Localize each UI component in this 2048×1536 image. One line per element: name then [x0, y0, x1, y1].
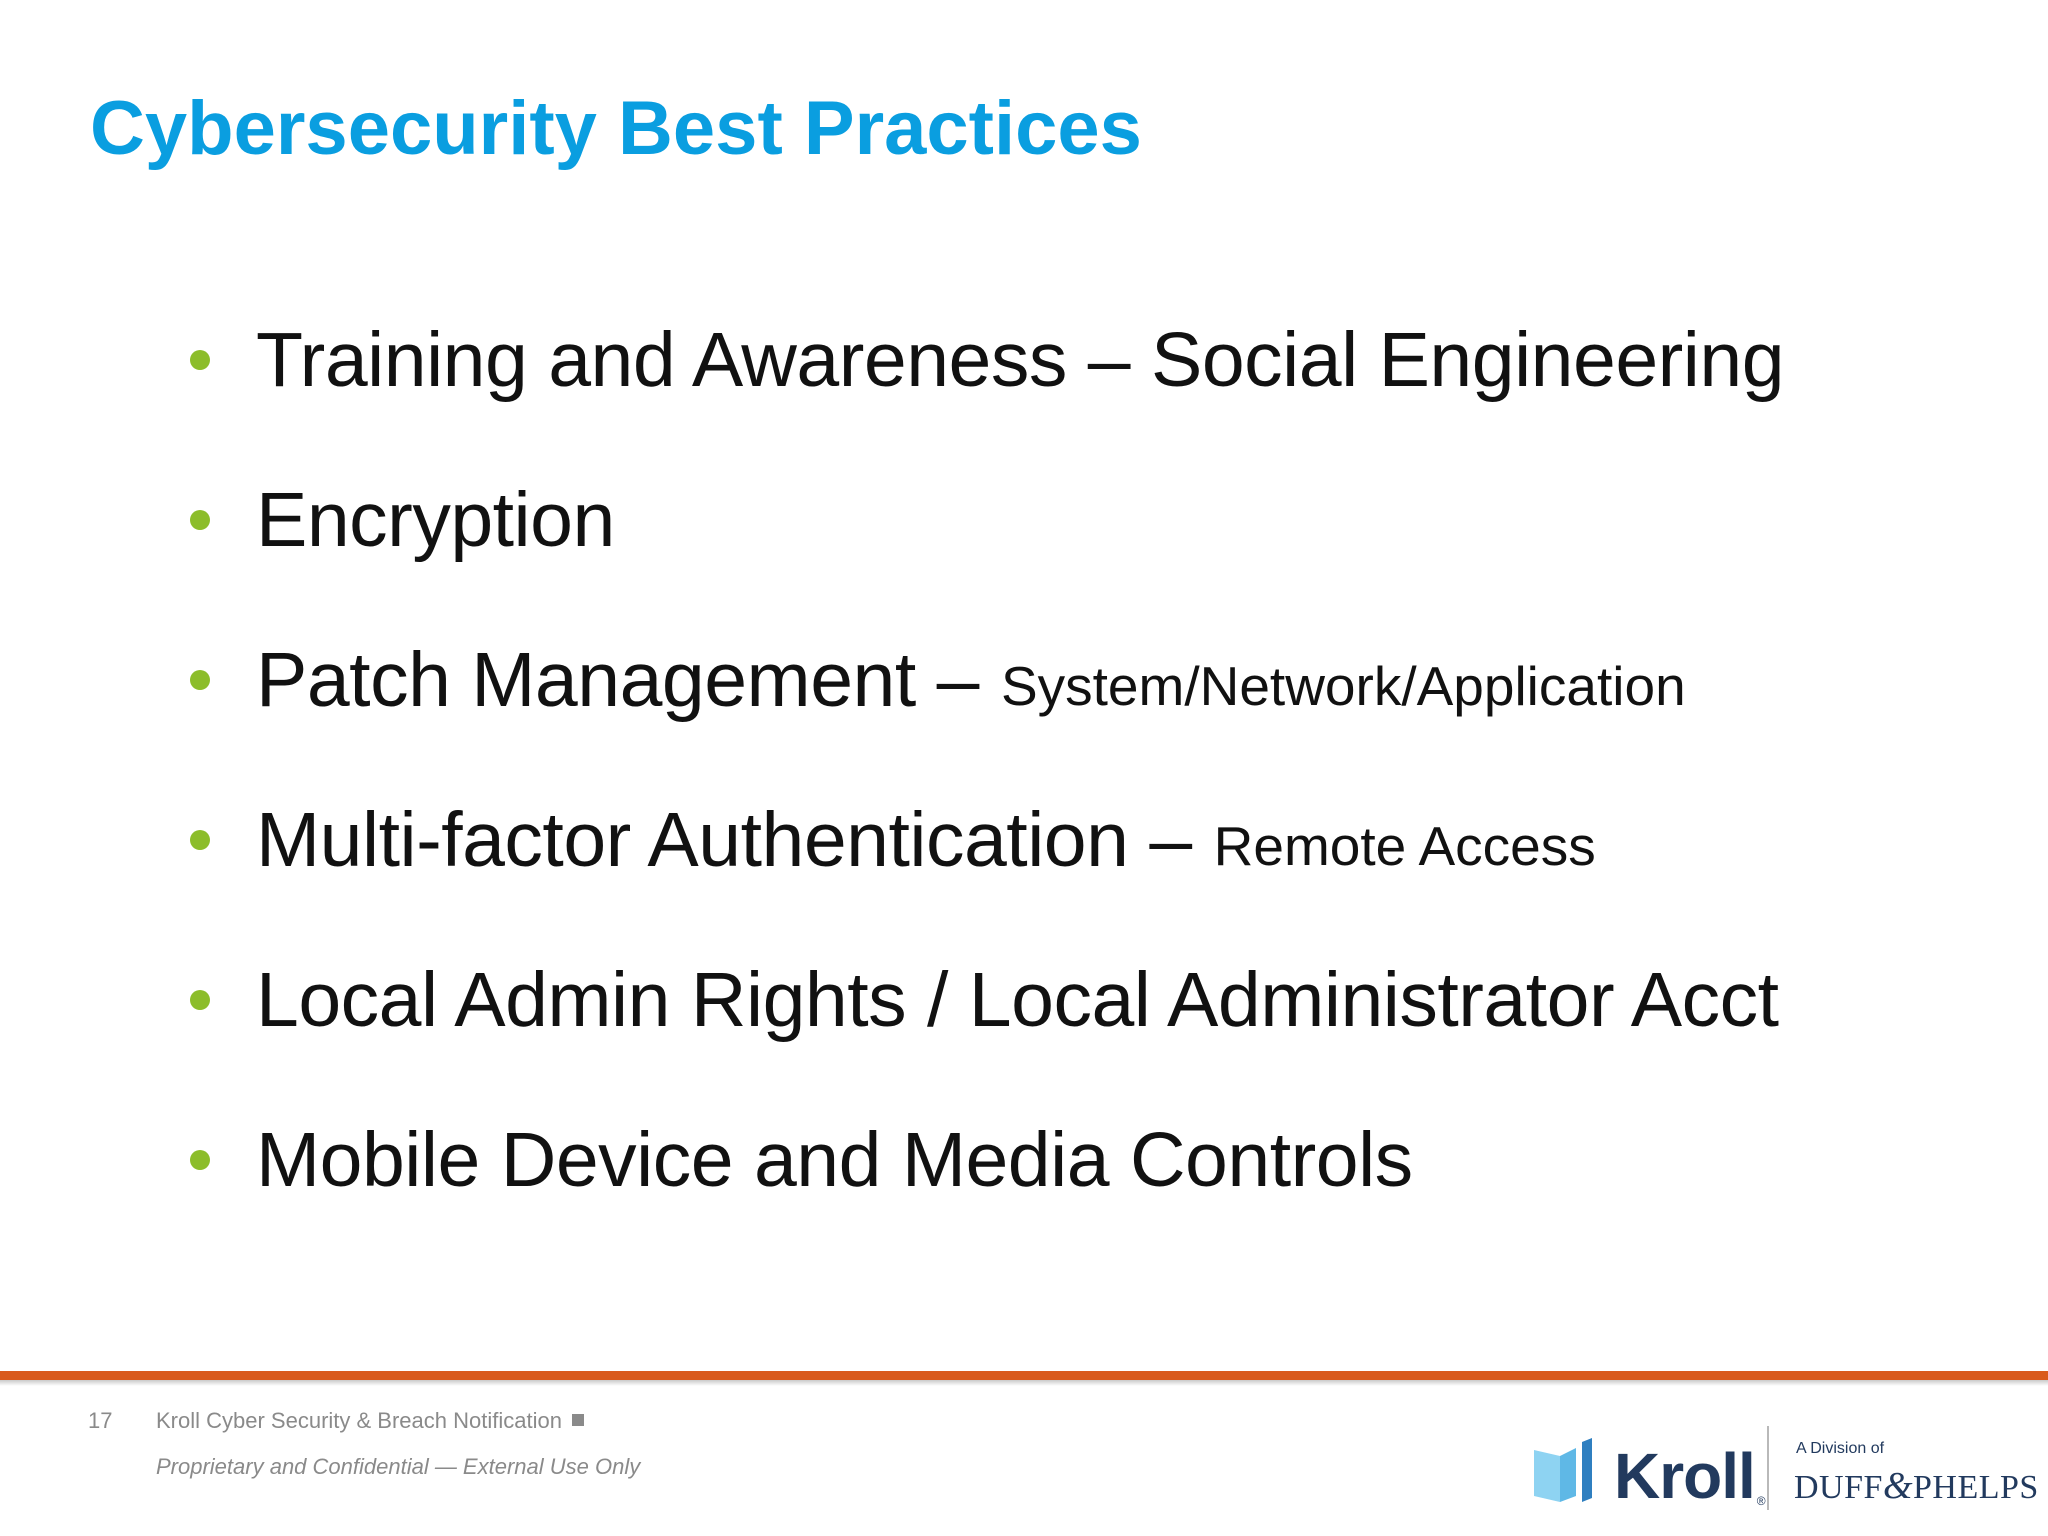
- bullet-dot-icon: [190, 510, 210, 530]
- duff-phelps-logo: [1794, 1464, 2039, 1508]
- division-label: A Division of: [1796, 1440, 1885, 1457]
- duff-phelps-left: DUFF: [1794, 1469, 1883, 1506]
- bullet-text: Training and Awareness – Social Engineering: [256, 316, 1785, 403]
- bullet-item: [190, 920, 1806, 1080]
- page-number: 17: [88, 1408, 113, 1433]
- footer-divider: [0, 1371, 2048, 1380]
- logo-divider: [1767, 1426, 1769, 1510]
- bullet-text: Mobile Device and Media Controls: [256, 1116, 1413, 1203]
- bullet-text: Encryption: [256, 476, 615, 563]
- bullet-list: [190, 280, 1806, 1240]
- confidentiality-notice: Proprietary and Confidential — External Use Only: [156, 1454, 641, 1479]
- bullet-dot-icon: [190, 1150, 210, 1170]
- bullet-text: Patch Management –: [256, 636, 979, 723]
- bullet-text: Local Admin Rights / Local Administrator Acct: [256, 956, 1779, 1043]
- footer-title-text: Kroll Cyber Security & Breach Notification: [156, 1408, 562, 1433]
- bullet-text: Multi-factor Authentication –: [256, 796, 1192, 883]
- bullet-dot-icon: [190, 990, 210, 1010]
- kroll-wordmark: Kroll: [1614, 1440, 1755, 1512]
- bullet-item: [190, 440, 1806, 600]
- slide-title: Cybersecurity Best Practices: [90, 86, 1142, 171]
- bullet-item: [190, 600, 1806, 760]
- square-icon: [572, 1414, 584, 1426]
- footer-divider-shadow: [0, 1380, 2048, 1386]
- bullet-item: [190, 280, 1806, 440]
- duff-phelps-right: PHELPS: [1913, 1469, 2039, 1506]
- registered-mark: ®: [1756, 1494, 1766, 1508]
- bullet-item: [190, 1080, 1806, 1240]
- bullet-dot-icon: [190, 350, 210, 370]
- footer-title: [156, 1408, 584, 1434]
- bullet-dot-icon: [190, 670, 210, 690]
- duff-phelps-amp: &: [1882, 1465, 1913, 1507]
- bullet-item: [190, 760, 1806, 920]
- kroll-book-icon: [1530, 1436, 1602, 1508]
- kroll-logo: [1530, 1428, 1766, 1512]
- bullet-dot-icon: [190, 830, 210, 850]
- bullet-subtext: Remote Access: [1213, 815, 1596, 877]
- bullet-subtext: System/Network/Application: [1000, 655, 1686, 717]
